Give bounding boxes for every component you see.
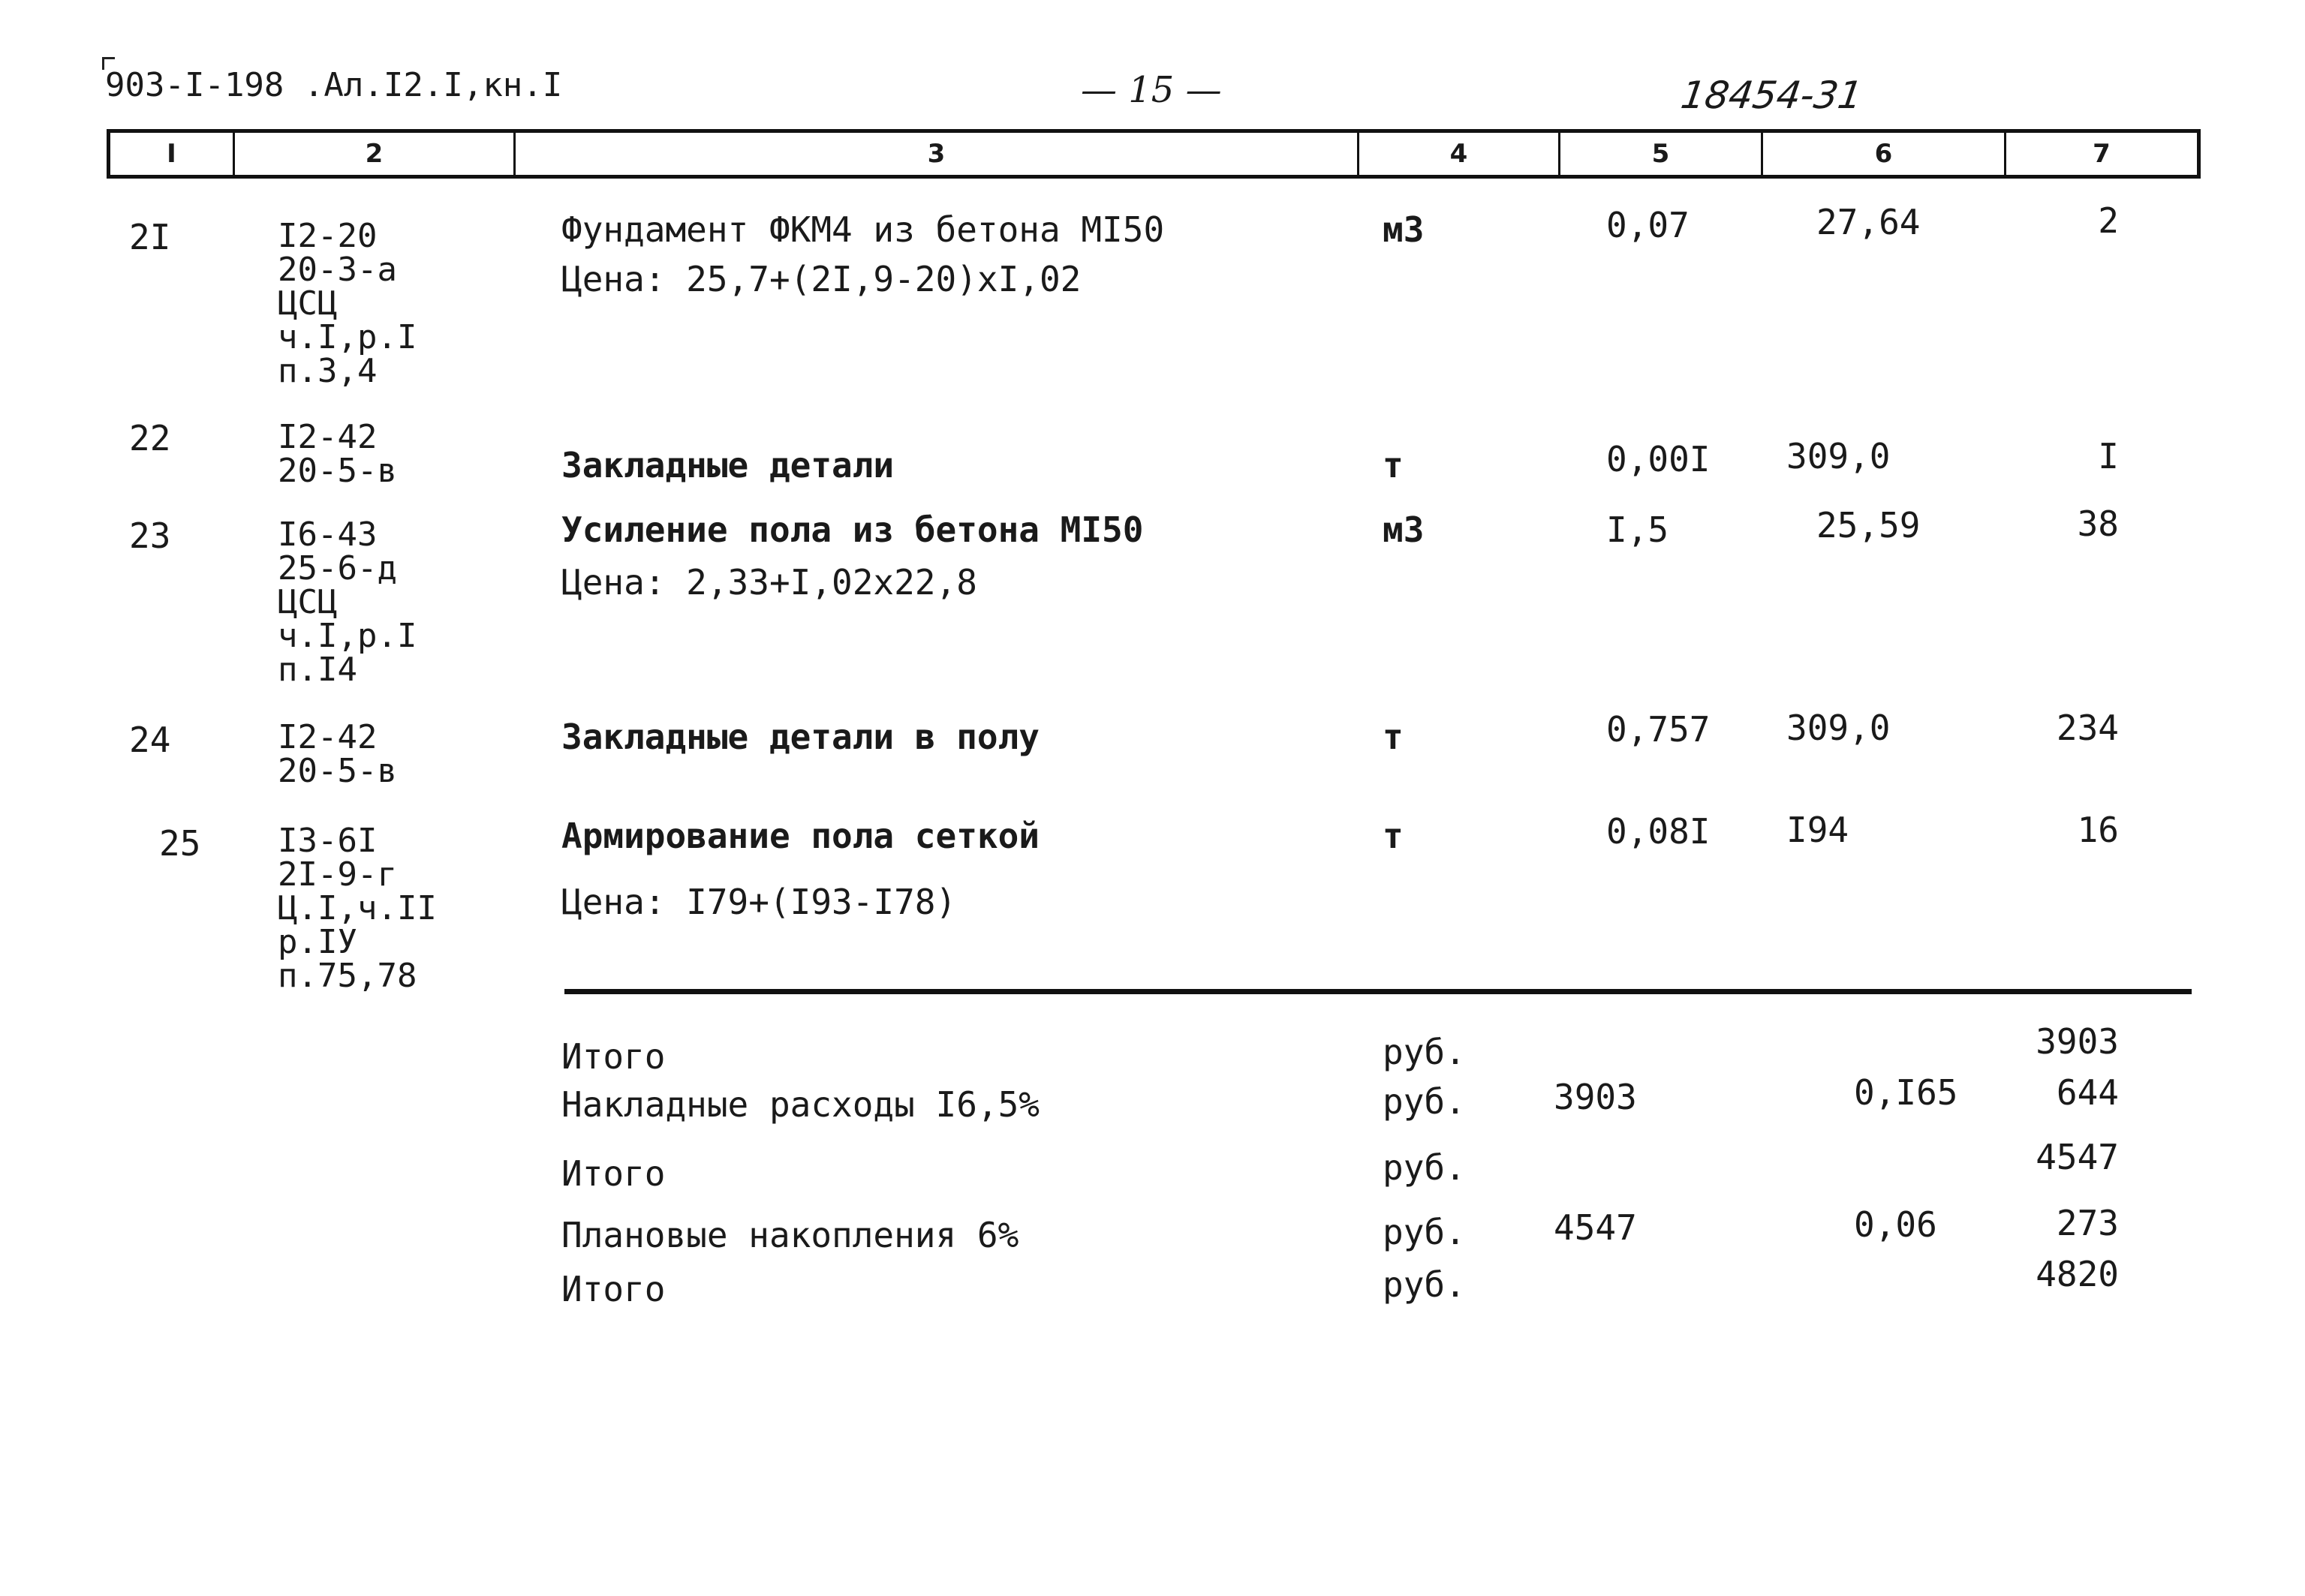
reference-line: п.I4 xyxy=(278,651,357,689)
summary-unit: руб. xyxy=(1383,1212,1466,1252)
column-header-5: 5 xyxy=(1560,133,1763,175)
reference-line: ЦСЦ xyxy=(278,583,338,621)
reference-line: Ц.I,ч.II xyxy=(278,889,437,927)
unit-price: 25,59 xyxy=(1816,505,1921,546)
unit-price: 309,0 xyxy=(1786,436,1891,476)
reference-line: 20-3-а xyxy=(278,251,397,289)
unit: т xyxy=(1383,445,1404,485)
reference-line: 25-6-д xyxy=(278,549,397,588)
column-header-7: 7 xyxy=(2093,139,2111,169)
unit-price: 309,0 xyxy=(1786,708,1891,748)
unit: т xyxy=(1383,816,1404,856)
quantity: I,5 xyxy=(1606,509,1669,550)
summary-unit: руб. xyxy=(1383,1032,1466,1072)
document-code: 903-I-198 .Ал.I2.I,кн.I xyxy=(105,66,563,104)
row-number: 2I xyxy=(129,217,171,257)
reference-line: р.IУ xyxy=(278,923,357,961)
total-cost: 2 xyxy=(2098,200,2119,241)
unit-price: I94 xyxy=(1786,810,1849,850)
summary-base: 3903 xyxy=(1554,1077,1637,1117)
page-number: — 15 — xyxy=(1081,69,1222,111)
reference-line: п.3,4 xyxy=(278,352,378,390)
quantity: 0,07 xyxy=(1606,205,1690,245)
item-description: Усиление пола из бетона МI50 xyxy=(561,509,1144,550)
item-description: Армирование пола сеткой xyxy=(561,816,1040,856)
summary-label: Итого xyxy=(561,1269,666,1309)
row-number: 25 xyxy=(159,823,201,864)
summary-label: Итого xyxy=(561,1036,666,1077)
reference-line: I2-42 xyxy=(278,418,378,456)
reference-line: I2-20 xyxy=(278,217,378,255)
unit: т xyxy=(1383,717,1404,757)
item-description: Фундамент ФКМ4 из бетона МI50 xyxy=(561,209,1165,250)
summary-label: Плановые накопления 6% xyxy=(561,1215,1019,1255)
item-price-formula: Цена: 2,33+I,02х22,8 xyxy=(561,562,977,603)
column-header-4: 4 xyxy=(1359,133,1560,175)
total-cost: I xyxy=(2098,436,2119,476)
reference-line: I3-6I xyxy=(278,822,378,860)
unit-price: 27,64 xyxy=(1816,202,1921,242)
summary-base: 4547 xyxy=(1554,1207,1637,1248)
quantity: 0,08I xyxy=(1606,811,1711,852)
reference-line: ЦСЦ xyxy=(278,284,338,323)
summary-total: 4547 xyxy=(2036,1137,2119,1177)
reference-line: 2I-9-г xyxy=(278,855,397,894)
column-header-3: 3 xyxy=(516,133,1359,175)
summary-total: 644 xyxy=(2056,1072,2119,1113)
column-header-2: 2 xyxy=(235,133,516,175)
item-description: Закладные детали xyxy=(561,445,895,485)
unit: м3 xyxy=(1383,209,1425,250)
summary-total: 273 xyxy=(2056,1203,2119,1243)
archive-number: 18454-31 xyxy=(1678,74,1865,117)
quantity: 0,00I xyxy=(1606,439,1711,479)
summary-total: 4820 xyxy=(2036,1254,2119,1294)
summary-rate: 0,06 xyxy=(1854,1204,1937,1245)
item-description: Закладные детали в полу xyxy=(561,717,1040,757)
summary-rate: 0,I65 xyxy=(1854,1072,1958,1113)
reference-line: I6-43 xyxy=(278,515,378,554)
summary-label: Накладные расходы I6,5% xyxy=(561,1084,1040,1125)
column-header-6: 6 xyxy=(1763,133,2006,175)
total-cost: 38 xyxy=(2077,503,2119,544)
reference-line: ч.I,р.I xyxy=(278,318,417,356)
summary-divider xyxy=(564,989,2192,994)
row-number: 23 xyxy=(129,515,171,556)
reference-line: I2-42 xyxy=(278,718,378,756)
row-number: 22 xyxy=(129,418,171,458)
total-cost: 234 xyxy=(2056,708,2119,748)
column-header-1: I xyxy=(110,133,235,175)
unit: м3 xyxy=(1383,509,1425,550)
reference-line: п.75,78 xyxy=(278,957,417,995)
summary-total: 3903 xyxy=(2036,1021,2119,1062)
quantity: 0,757 xyxy=(1606,709,1711,750)
item-price-formula: Цена: I79+(I93-I78) xyxy=(561,882,957,922)
reference-line: 20-5-в xyxy=(278,452,397,490)
summary-unit: руб. xyxy=(1383,1264,1466,1305)
row-number: 24 xyxy=(129,720,171,760)
summary-unit: руб. xyxy=(1383,1081,1466,1122)
reference-line: 20-5-в xyxy=(278,752,397,790)
item-price-formula: Цена: 25,7+(2I,9-20)хI,02 xyxy=(561,259,1082,299)
total-cost: 16 xyxy=(2077,810,2119,850)
summary-label: Итого xyxy=(561,1153,666,1194)
column-header-row xyxy=(107,129,2201,179)
summary-unit: руб. xyxy=(1383,1147,1466,1188)
reference-line: ч.I,р.I xyxy=(278,617,417,655)
